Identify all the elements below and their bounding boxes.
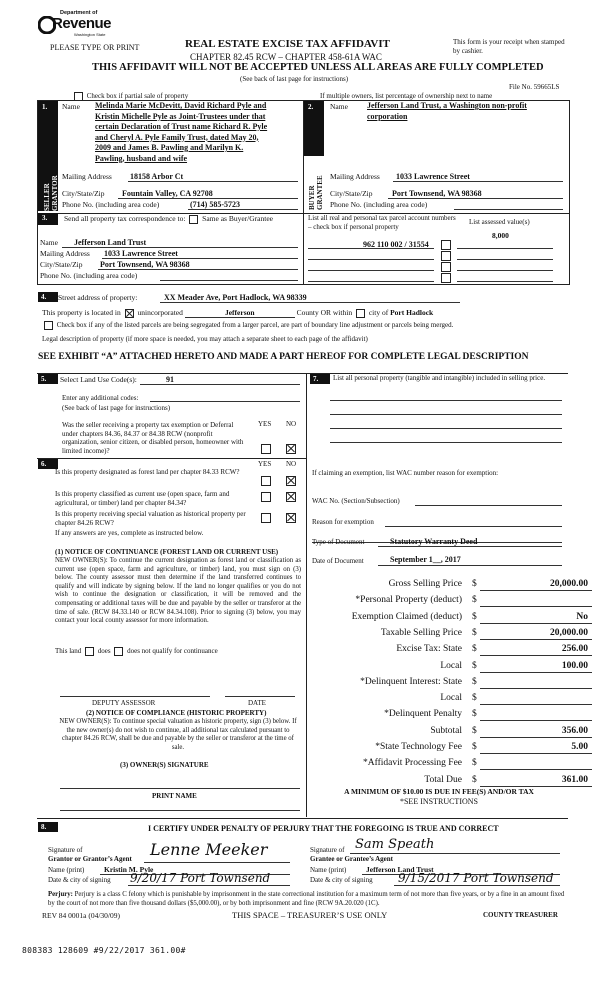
col-divider [306,373,307,817]
additional-codes-label: Enter any additional codes: [62,394,139,402]
fee-line [480,655,592,656]
buyer-name-line: corporation [367,111,408,121]
form-title: REAL ESTATE EXCISE TAX AFFIDAVIT [185,38,390,50]
buyer-name [367,101,563,122]
notice2-title: (2) NOTICE OF COMPLIANCE (HISTORIC PROPERTY) [86,709,267,717]
grantee-name-label: Name (print) [310,866,347,874]
value-line-4 [457,281,553,282]
fee-row [310,579,592,590]
segregated-checkbox[interactable] [44,321,53,330]
fee-label: *Delinquent Penalty [384,709,462,720]
deputy-label: DEPUTY ASSESSOR [92,699,156,707]
fee-row [310,595,592,606]
buyer-phone-label: Phone No. (including area code) [330,200,428,209]
fee-value[interactable]: 356.00 [561,725,588,736]
buyer-city[interactable]: Port Townsend, WA 98368 [392,189,482,198]
fee-line [480,688,592,689]
dollar-sign: $ [472,742,477,752]
fee-line [480,590,592,591]
fee-line [480,672,592,673]
see-back-note: (See back of last page for instructions) [240,75,349,83]
deputy-date-line [225,696,295,697]
qualify-does-checkbox[interactable] [85,647,94,656]
dollar-sign: $ [472,676,477,687]
dollar-sign: $ [472,595,477,606]
exhibit-note: SEE EXHIBIT “A” ATTACHED HERETO AND MADE A PART HEREOF FOR COMPLETE LEGAL DESCRIPTION [38,352,529,362]
corr-mailing[interactable]: 1033 Lawrence Street [104,249,178,258]
qualify-row [55,647,218,656]
fee-row [310,742,592,753]
doc-date-label: Date of Document [312,557,364,565]
doc-type-line [378,546,562,547]
legal-label: Legal description of property (if more space is needed, you may attach a separate sheet to each page of the affidavit) [42,335,368,343]
fee-line [480,720,592,721]
seller-num-block [38,101,58,156]
owner-signature-label: (3) OWNER(S) SIGNATURE [120,761,209,769]
seller-phone-label: Phone No. (including area code) [62,200,160,209]
personal-line-4 [330,442,562,443]
qualify-does-not-checkbox[interactable] [114,647,123,656]
corr-mailing-label: Mailing Address [40,249,90,258]
value-line-1 [457,248,553,249]
fee-row [310,775,592,786]
deputy-date-label: DATE [248,699,266,707]
fee-row [310,661,592,672]
fee-line [480,606,592,607]
land-use-line [140,384,300,385]
sec6-rule [37,458,307,459]
corr-phone-line [160,280,298,281]
min-fee-note: A MINIMUM OF $10.00 IS DUE IN FEE(S) AND/OR TAX [344,787,534,796]
county-name[interactable]: Jefferson [185,308,295,318]
corr-name-label: Name [40,238,58,247]
current-use-yes-checkbox[interactable] [261,492,271,502]
notice1-title: (1) NOTICE OF CONTINUANCE (FOREST LAND OR CURRENT USE) [55,548,279,556]
personal-property-label: List all personal property (tangible and intangible) included in selling price. [333,374,546,382]
unincorporated-checkbox[interactable] [125,309,134,318]
grantor-date-label: Date & city of signing [48,876,111,884]
segregated-label: Check box if any of the listed parcels are being segregated from a larger parcel, are part of boundary line adjustment or parcels being merged. [56,321,454,330]
fee-row [310,758,592,769]
value-line-2 [457,259,553,260]
corr-mailing-line [102,258,298,259]
parcel-line-3 [308,270,434,271]
wac-line [415,505,562,506]
buyer-num: 2. [308,103,314,111]
grantor-date-city[interactable]: 9/20/17 Port Townsend [130,871,271,885]
fee-value[interactable]: 5.00 [571,742,588,752]
form-number: REV 84 0001a (04/30/09) [42,911,120,920]
seller-name-line: Kristin Michelle Pyle as Joint-Trustees under that [95,111,266,121]
dollar-sign: $ [472,725,477,736]
exemption-reason-label: If claiming an exemption, list WAC number reason for exemption: [312,469,499,477]
grantee-sig-label-2: Grantee or Grantee’s Agent [310,855,394,863]
perjury-label: Perjury: [48,891,73,898]
sec5-no-label: NO [286,420,297,428]
corr-name-line [62,247,298,248]
dollar-sign: $ [472,611,477,622]
fee-label: Total Due [424,774,462,785]
certify-statement: I CERTIFY UNDER PENALTY OF PERJURY THAT THE FOREGOING IS TRUE AND CORRECT [148,824,499,833]
seller-city-label: City/State/Zip [62,189,105,198]
fee-row [310,628,592,639]
buyer-city-line [388,198,563,199]
deputy-line [60,696,210,697]
partial-sale-label: Check box if partial sale of property [86,92,189,101]
sec6-no-label: NO [286,460,297,468]
parcel-personal-checkbox-4[interactable] [441,273,451,283]
file-number: File No. 59665LS [509,83,560,91]
located-row [42,308,433,318]
does-not-label: does not qualify for continuance [127,647,218,656]
dollar-sign: $ [472,579,477,589]
fee-label: Subtotal [430,725,462,736]
corr-city-line [98,269,298,270]
grantee-signature[interactable]: Sam Speath [355,837,435,852]
buyer-side-block [306,158,322,210]
buyer-name-label: Name [330,102,348,111]
current-use-no-checkbox[interactable] [286,492,296,502]
exemption-question: Was the seller receiving a property tax exemption or Deferral under chapters 84.36, 84.37 or 84.38 RCW (nonprofit organization, senior citizen, or disabled person, homeowner with limited income)? [62,421,244,455]
seller-side-block [38,156,58,211]
fee-value[interactable]: 20,000.00 [550,579,588,589]
buyer-phone-line [454,209,563,210]
grantor-sig-label-2: Grantor or Grantor’s Agent [48,855,132,863]
fee-row [310,677,592,688]
additional-codes-line [150,401,300,402]
dollar-sign: $ [472,709,477,720]
fee-label: *Delinquent Interest: State [360,676,462,687]
grantee-name[interactable]: Jefferson Land Trust [366,865,434,874]
sec5-see-back: (See back of last page for instructions) [62,404,171,412]
historic-yes-checkbox[interactable] [261,513,271,523]
fee-label: Exemption Claimed (deduct) [351,611,462,622]
parcel-line-1 [308,248,434,249]
reason-line [385,526,562,527]
grantor-sig-line [144,862,290,863]
seller-num: 1. [42,103,48,111]
notice2-text: NEW OWNER(S): To continue special valuation as historic property, sign (3) below. If the new owner(s) do not wish to continue, all additional tax calculated pursuant to chapter 84.26 RCW, shall be due and payable by the seller or transferor at the time of sale. [59,718,297,751]
dollar-sign: $ [472,758,477,769]
fee-line [480,639,592,640]
parcel-account[interactable]: 962 110 002 / 31554 [363,240,429,249]
parcel-line-2 [308,259,434,260]
notice1-text: NEW OWNER(S): To continue the current designation as forest land or classification as current use (open space, farm and agriculture, or timber) land, you must sign on (3) below. The county assessor must then determine if the land transferred continues to qualify and will indicate by signing below. If the land no longer qualifies or you do not wish to continue the designation or classification, it will be removed and the compensating or additional taxes will be due and payable by the seller or transferor at the time of sale. (RCW 84.33.140 or RCW 84.34.108). Prior to signing (3) below, you may contact your local county assessor for more information. [55,557,301,625]
forest-question: Is this property designated as forest land per chapter 84.33 RCW? [55,468,240,476]
grantor-signature[interactable]: Lenne Meeker [150,840,268,859]
seller-name [95,101,295,164]
parcel-line-4 [308,281,434,282]
fee-label: Taxable Selling Price [380,627,462,638]
assessed-label: List assessed value(s) [469,218,530,226]
exemption-yes-checkbox[interactable] [261,444,271,454]
grantor-name-label: Name (print) [48,866,85,874]
personal-line-1 [330,400,562,401]
county-label: County OR within [296,308,353,317]
dollar-sign: $ [472,627,477,638]
sec6-note: If any answers are yes, complete as instructed below. [55,529,204,537]
doc-date[interactable]: September 1__, 2017 [390,555,461,564]
historic-question: Is this property receiving special valuation as historical property per chapter 84.26 RCW? [55,510,246,527]
does-label: does [97,647,111,656]
fee-value[interactable]: 361.00 [561,774,588,785]
corr-name[interactable]: Jefferson Land Trust [74,238,147,247]
seller-name-line: 2009 and James B. Pawling and Marilyn K. [95,143,244,152]
personal-line-2 [330,414,562,415]
seller-mailing-label: Mailing Address [62,172,112,181]
sec6-num: 6. [38,459,58,469]
city-of-label: city of [368,308,389,317]
grantee-date-line [394,885,560,886]
buyer-name-line: Jefferson Land Trust, a Washington non-profit [367,101,527,110]
seller-name-line: certain Declaration of Trust name Richard R. Pyle [95,122,268,131]
forest-no-checkbox[interactable] [286,476,296,486]
dollar-sign: $ [472,774,477,785]
logo-dept: Department of [60,10,98,16]
form-warning: THIS AFFIDAVIT WILL NOT BE ACCEPTED UNLESS ALL AREAS ARE FULLY COMPLETED [92,62,544,73]
seller-mailing-line [128,181,298,182]
current-use-question: Is this property classified as current use (open space, farm and agricultural, or timber) land per chapter 84.34? [55,490,230,507]
fee-line [480,704,592,705]
sec5-num: 5. [38,374,58,384]
seller-city[interactable]: Fountain Valley, CA 92708 [122,189,213,198]
fee-row [310,726,592,737]
revenue-logo [38,8,112,40]
buyer-mailing[interactable]: 1033 Lawrence Street [396,172,470,181]
seller-side-label: SELLER GRANTOR [43,175,59,211]
sec8-num: 8. [38,822,58,832]
this-land-label: This land [55,647,82,656]
fee-line [480,623,592,624]
correspondence-divider [303,212,304,284]
sec5-yes-label: YES [258,420,272,428]
corr-label-row [64,214,273,224]
fee-label: Local [440,660,462,671]
perjury-note [48,891,566,908]
seller-phone[interactable]: (714) 585-5723 [190,200,240,209]
fee-line [480,769,592,770]
forest-yes-checkbox[interactable] [261,476,271,486]
treasurer-space: THIS SPACE – TREASURER’S USE ONLY [232,910,388,920]
fee-row [310,644,592,655]
street-num: 4. [38,292,58,302]
buyer-side-label: BUYER GRANTEE [308,175,324,210]
multiple-owners-note: If multiple owners, list percentage of ownership next to name [320,92,493,100]
parcels-label: List all real and personal tax parcel account numbers – check box if personal property [308,214,456,231]
perjury-text: Perjury is a class C felony which is punishable by imprisonment in the state correctional institution for a maximum term of not more than five years, or by a fine in an amount fixed by the court of not more than five thousand dollars ($5,000.00), or by both imprisonment and fine (RCW 9A.20.020 (1C). [48,891,565,907]
assessed-value[interactable]: 8,000 [492,231,509,240]
logo-state: Washington State [74,32,106,37]
fee-value[interactable]: No [576,611,588,622]
print-name-line [60,810,300,811]
dollar-sign: $ [472,693,477,704]
fee-label: *Personal Property (deduct) [355,595,462,606]
dollar-sign: $ [472,644,477,655]
owner-signature-line [60,788,300,789]
seller-phone-line [188,209,298,210]
street-address-line [160,302,460,303]
fee-value[interactable]: 256.00 [561,644,588,655]
parcel-personal-checkbox-1[interactable] [441,240,451,250]
corr-phone-label: Phone No. (including area code) [40,271,138,280]
cashier-stamp: 808383 128609 #9/22/2017 361.00# [22,946,186,955]
historic-no-checkbox[interactable] [286,513,296,523]
seller-name-line: and Cheryl A. Pyle Family Trust, dated May 20, [95,132,259,142]
seller-name-line: Melinda Marie McDevitt, David Richard Pyle and [95,101,267,110]
buyer-city-label: City/State/Zip [330,189,373,198]
fee-label: Local [440,693,462,704]
personal-line-3 [330,428,562,429]
wac-label: WAC No. (Section/Subsection) [312,497,400,505]
form-chapter: CHAPTER 82.45 RCW – CHAPTER 458-61A WAC [190,52,382,62]
fee-row [310,612,592,623]
seller-mailing[interactable]: 18158 Arbor Ct [130,172,184,181]
grantee-sig-label-1: Signature of [310,846,345,854]
doc-type[interactable]: Statutory Warranty Deed [390,537,478,546]
doc-type-label: Type of Document [312,538,365,546]
corr-city[interactable]: Port Townsend, WA 98368 [100,260,190,269]
doc-date-line [378,565,562,566]
parcel-personal-checkbox-2[interactable] [441,251,451,261]
please-type: PLEASE TYPE OR PRINT [50,43,140,52]
sec8-rule [37,818,568,819]
seller-name-line: Pawling, husband and wife [95,153,188,163]
parcel-personal-checkbox-3[interactable] [441,262,451,272]
fee-line [480,737,592,738]
buyer-mailing-line [393,181,563,182]
city-name[interactable]: Port Hadlock [390,308,434,317]
corr-city-label: City/State/Zip [40,260,83,269]
fee-row [310,709,592,720]
fee-value[interactable]: 20,000.00 [550,627,588,638]
value-line-3 [457,270,553,271]
see-instructions: *SEE INSTRUCTIONS [399,797,478,806]
buyer-mailing-label: Mailing Address [330,172,380,181]
grantor-date-line [128,885,290,886]
receipt-note: This form is your receipt when stamped by cashier. [453,38,565,55]
unincorporated-label: unincorporated [137,308,183,317]
fee-row [310,693,592,704]
grantor-name[interactable]: Kristin M. Pyle [104,865,154,874]
dollar-sign: $ [472,660,477,671]
grantee-sig-line [350,853,560,854]
located-prefix: This property is located in [42,308,121,317]
land-use-code[interactable]: 91 [166,375,174,384]
fee-value[interactable]: 100.00 [561,660,588,671]
print-name-label: PRINT NAME [152,792,197,800]
street-label: Street address of property: [58,293,138,302]
sec6-yes-label: YES [258,460,272,468]
fee-label: Gross Selling Price [388,579,462,589]
corr-num: 3. [42,214,48,222]
seller-city-line [118,198,298,199]
fee-line [480,753,592,754]
exemption-no-checkbox[interactable] [286,444,296,454]
corr-num-block [38,213,58,225]
fee-label: *Affidavit Processing Fee [362,758,462,769]
logo-name: Revenue [52,15,112,32]
segregated-row [42,321,453,330]
land-use-label: Select Land Use Code(s): [60,375,137,384]
same-as-label: Same as Buyer/Grantee [202,214,273,223]
seller-name-label: Name [62,102,80,111]
grantee-date-city[interactable]: 9/15/2017 Port Townsend [398,871,554,885]
county-treasurer: COUNTY TREASURER [483,911,558,919]
sec7-num: 7. [310,374,330,384]
buyer-num-block [304,101,324,156]
grantee-date-label: Date & city of signing [310,876,373,884]
grantor-sig-label-1: Signature of [48,846,83,854]
corr-label: Send all property tax correspondence to: [64,214,186,223]
street-address[interactable]: XX Meader Ave, Port Hadlock, WA 98339 [164,293,307,302]
same-as-buyer-checkbox[interactable] [189,215,198,224]
reason-label: Reason for exemption [312,518,374,526]
fee-label: Excise Tax: State [396,644,462,655]
within-city-checkbox[interactable] [356,309,365,318]
fee-label: *State Technology Fee [375,742,462,752]
